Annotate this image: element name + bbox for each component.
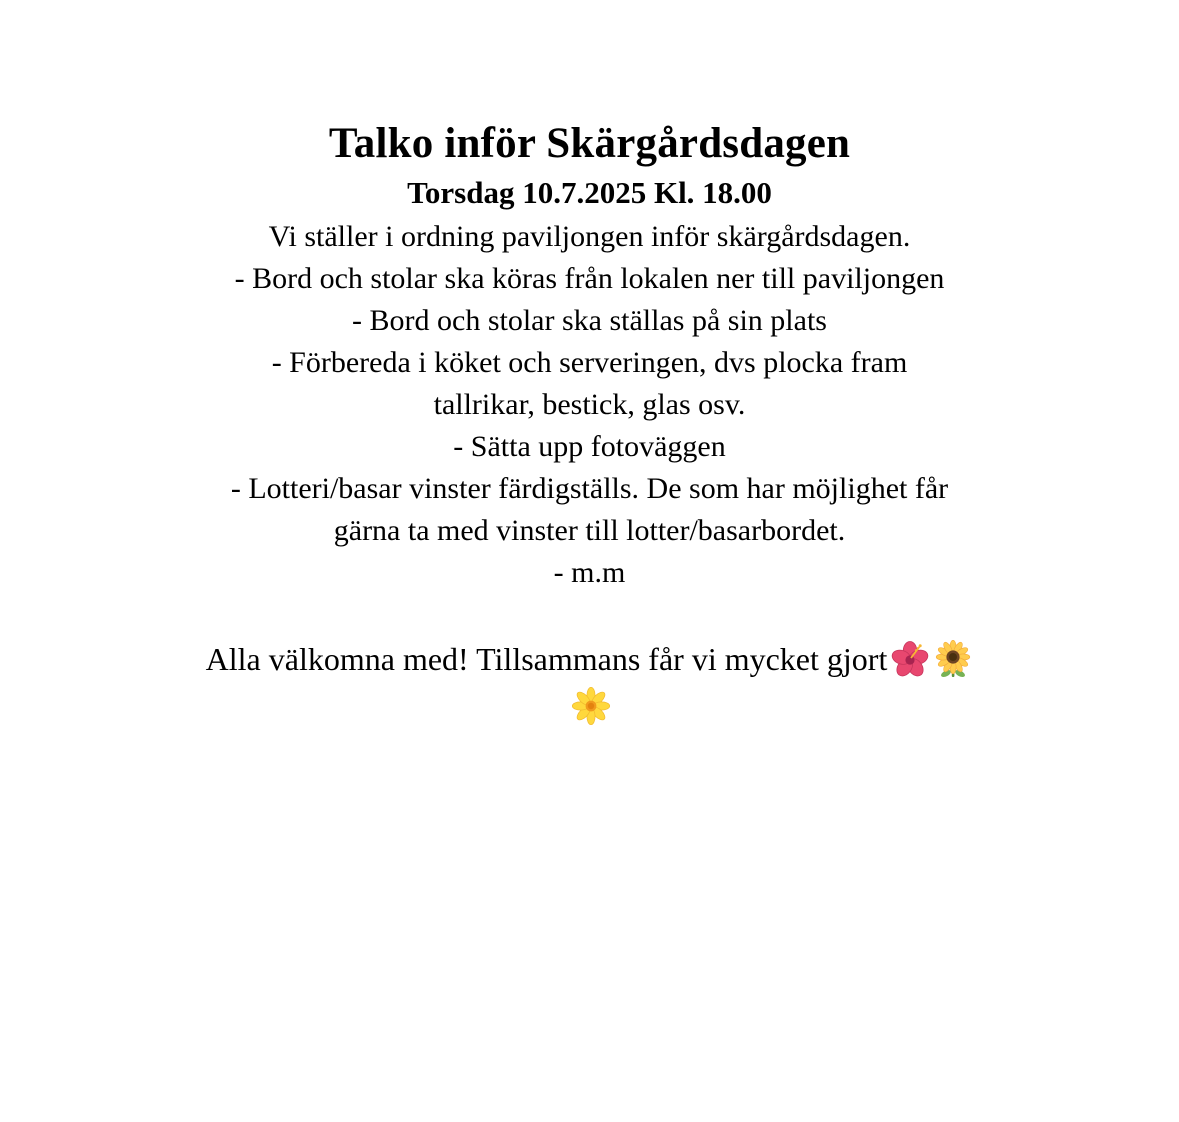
body-line-intro: Vi ställer i ordning paviljongen inför skärgårdsdagen. bbox=[268, 220, 911, 253]
body-line-photo-wall: - Sätta upp fotoväggen bbox=[453, 430, 726, 463]
body-line-lottery: - Lotteri/basar vinster färdigställs. De som har möjlighet får bbox=[230, 472, 949, 505]
announcement-body bbox=[0, 216, 1179, 594]
page-title: Talko inför Skärgårdsdagen bbox=[328, 120, 851, 167]
body-line-tables-move: - Bord och stolar ska köras från lokalen ner till paviljongen bbox=[234, 262, 945, 295]
body-line-lottery-cont: gärna ta med vinster till lotter/basarbordet. bbox=[333, 514, 846, 547]
hibiscus-emoji-icon bbox=[890, 640, 930, 680]
sunflower-emoji-icon bbox=[933, 640, 973, 680]
body-line-etc: - m.m bbox=[553, 556, 626, 589]
closing-line bbox=[0, 636, 1179, 682]
blossom-emoji-icon bbox=[571, 686, 611, 726]
body-line-kitchen-prep: - Förbereda i köket och serveringen, dvs plocka fram bbox=[271, 346, 908, 379]
body-line-kitchen-prep-cont: tallrikar, bestick, glas osv. bbox=[433, 388, 746, 421]
closing-text: Alla välkomna med! Tillsammans får vi mycket gjort bbox=[205, 641, 888, 677]
event-datetime: Torsdag 10.7.2025 Kl. 18.00 bbox=[407, 175, 772, 210]
body-line-tables-place: - Bord och stolar ska ställas på sin plats bbox=[352, 304, 827, 337]
closing-line-2 bbox=[0, 682, 1179, 728]
